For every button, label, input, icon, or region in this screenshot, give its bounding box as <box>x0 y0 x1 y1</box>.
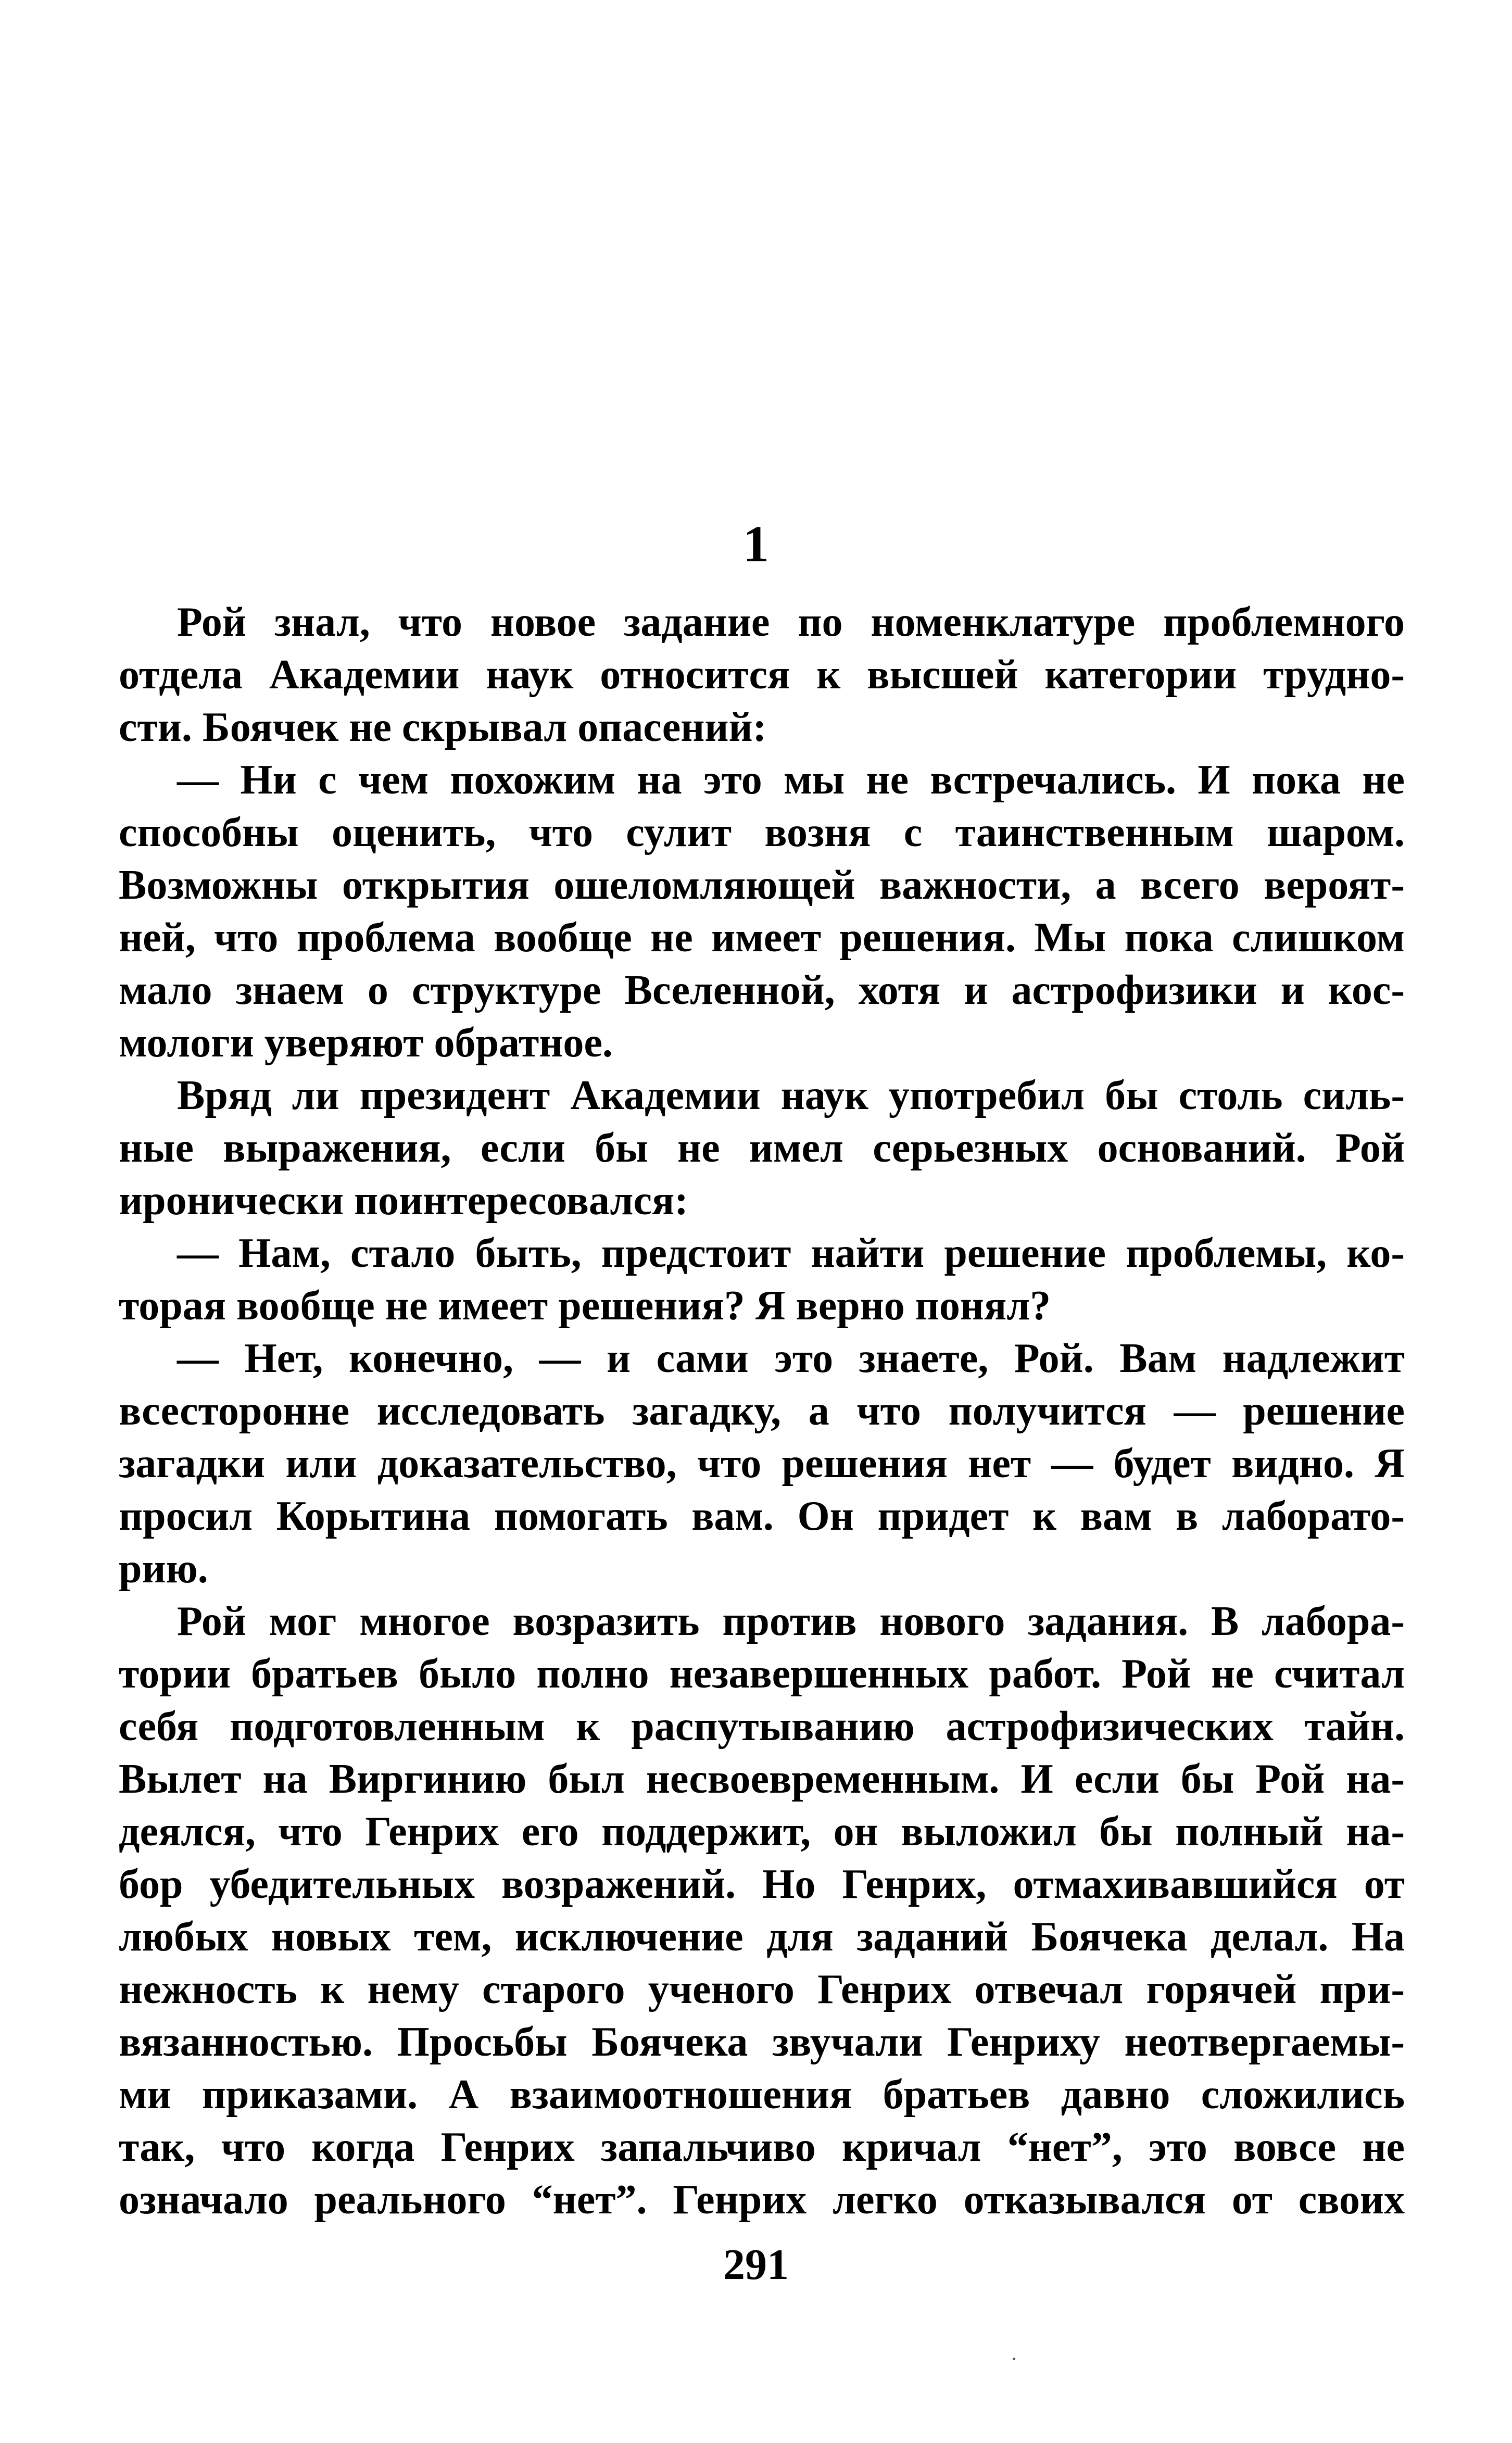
chapter-number: 1 <box>743 515 769 573</box>
scan-speck <box>1013 2358 1015 2360</box>
text-line: способны оценить, что сулит возня с таинственным шаром. <box>119 810 1405 855</box>
text-line: мало знаем о структуре Вселенной, хотя и астрофизики и кос- <box>119 967 1405 1013</box>
text-line: вязанностью. Просьбы Боячека звучали Генриху неотвергаемы- <box>119 2019 1405 2065</box>
text-line: сти. Боячек не скрывал опасений: <box>119 704 767 750</box>
text-line: всесторонне исследовать загадку, а что получится — решение <box>119 1388 1405 1434</box>
text-line: — Нет, конечно, — и сами это знаете, Рой. Вам надлежит <box>177 1336 1405 1381</box>
text-line: ми приказами. А взаимоотношения братьев давно сложились <box>119 2072 1405 2118</box>
text-line: ные выражения, если бы не имел серьезных оснований. Рой <box>119 1125 1405 1171</box>
text-line: торая вообще не имеет решения? Я верно понял? <box>119 1283 1051 1329</box>
text-line: нежность к нему старого ученого Генрих отвечал горячей при- <box>119 1967 1405 2012</box>
text-line: мологи уверяют обратное. <box>119 1020 613 1066</box>
text-line: Рой знал, что новое задание по номенклатуре проблемного <box>177 599 1405 645</box>
text-line: Вряд ли президент Академии наук употребил бы столь силь- <box>177 1073 1405 1118</box>
body-text <box>119 596 1405 2226</box>
text-line: — Нам, стало быть, предстоит найти решение проблемы, ко- <box>177 1230 1405 1276</box>
text-line: тории братьев было полно незавершенных работ. Рой не считал <box>119 1651 1405 1697</box>
text-line: — Ни с чем похожим на это мы не встречались. И пока не <box>177 757 1405 803</box>
text-line: себя подготовленным к распутыванию астрофизических тайн. <box>119 1704 1405 1749</box>
text-line: иронически поинтересовался: <box>119 1178 688 1224</box>
text-line: просил Корытина помогать вам. Он придет к вам в лаборато- <box>119 1493 1405 1539</box>
text-line: означало реального “нет”. Генрих легко отказывался от своих <box>119 2177 1405 2223</box>
text-line: любых новых тем, исключение для заданий Боячека делал. На <box>119 1914 1405 1960</box>
text-line: ней, что проблема вообще не имеет решения. Мы пока слишком <box>119 915 1405 961</box>
text-line: бор убедительных возражений. Но Генрих, отмахивавшийся от <box>119 1861 1405 1907</box>
text-line: Возможны открытия ошеломляющей важности, а всего вероят- <box>119 862 1405 908</box>
text-line: рию. <box>119 1546 208 1592</box>
text-line: загадки или доказательство, что решения нет — будет видно. Я <box>119 1441 1405 1487</box>
text-line: Вылет на Виргинию был несвоевременным. И если бы Рой на- <box>119 1756 1405 1802</box>
text-line: так, что когда Генрих запальчиво кричал “нет”, это вовсе не <box>119 2124 1405 2170</box>
text-line: деялся, что Генрих его поддержит, он выложил бы полный на- <box>119 1809 1405 1855</box>
page-number: 291 <box>723 2240 789 2289</box>
text-line: Рой мог многое возразить против нового задания. В лабора- <box>177 1598 1405 1644</box>
text-line: отдела Академии наук относится к высшей категории трудно- <box>119 652 1405 698</box>
